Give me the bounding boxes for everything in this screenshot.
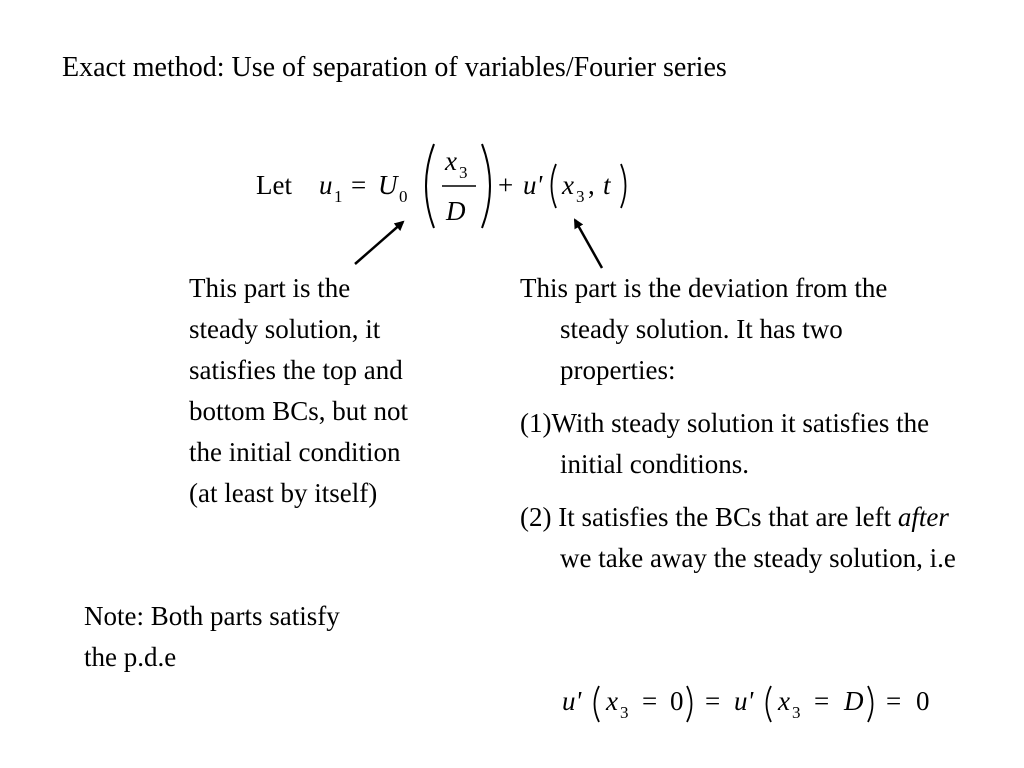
bc-x3-2: x: [778, 686, 790, 716]
bc-equals-4: =: [886, 686, 902, 716]
left-line-2: steady solution, it: [189, 314, 381, 344]
bc-equals-2: =: [705, 686, 721, 716]
bc-x3-1-subscript: 3: [620, 703, 629, 722]
property-2-emphasis: after: [897, 502, 949, 532]
arg-comma: ,: [588, 170, 595, 200]
left-line-6: (at least by itself): [189, 478, 378, 508]
arg-t: t: [603, 170, 611, 200]
bc-zero-1: 0: [670, 686, 684, 716]
boundary-condition-equation: [562, 674, 982, 724]
arg-x3: x: [562, 170, 574, 200]
bc-right-paren-1: [687, 686, 692, 722]
arrow-to-deviation-part: [575, 220, 602, 268]
note: [84, 596, 444, 678]
u-prime: u': [523, 170, 543, 200]
bc-left-paren-1: [595, 686, 600, 722]
bc-x3-2-subscript: 3: [792, 703, 801, 722]
property-2: [520, 497, 960, 579]
bc-u-prime-1: u': [562, 686, 582, 716]
note-line-1: Note: Both parts satisfy: [84, 601, 340, 631]
left-line-1: This part is the: [189, 273, 351, 303]
u-subscript: 1: [334, 187, 343, 206]
bc-D: D: [844, 686, 864, 716]
plus-sign: +: [498, 170, 514, 200]
slide-title: Exact method: Use of separation of variables/Fourier series: [62, 52, 727, 83]
fraction-denominator: D: [446, 196, 466, 226]
bc-equals-1: =: [642, 686, 658, 716]
bc-equals-3: =: [814, 686, 830, 716]
u-variable: u: [319, 170, 333, 200]
arg-x3-subscript: 3: [576, 187, 585, 206]
left-line-5: the initial condition: [189, 437, 401, 467]
note-line-2: the p.d.e: [84, 642, 177, 672]
bc-left-paren-2: [767, 686, 772, 722]
property-2-text-a: (2) It satisfies the BCs that are left: [520, 502, 898, 532]
U-variable: U: [378, 170, 398, 200]
U-subscript: 0: [399, 187, 408, 206]
left-line-3: satisfies the top and: [189, 355, 403, 385]
left-line-4: bottom BCs, but not: [189, 396, 409, 426]
let-label: Let: [256, 170, 292, 200]
fraction-numerator-x: x: [445, 146, 457, 176]
bc-right-paren-2: [868, 686, 873, 722]
deviation-intro: This part is the deviation from the steady solution. It has two properties:: [520, 273, 888, 385]
bc-x3-1: x: [606, 686, 618, 716]
arrow-to-steady-part: [355, 222, 403, 264]
property-2-text-b: we take away the steady solution, i.e: [560, 543, 956, 573]
bc-zero-2: 0: [916, 686, 930, 716]
fraction-numerator-subscript: 3: [459, 163, 468, 182]
bc-u-prime-2: u': [734, 686, 754, 716]
steady-part-explanation: [189, 268, 489, 514]
deviation-part-explanation: [520, 268, 960, 591]
property-1: (1)With steady solution it satisfies the initial conditions.: [520, 408, 930, 479]
equals-sign: =: [351, 170, 367, 200]
